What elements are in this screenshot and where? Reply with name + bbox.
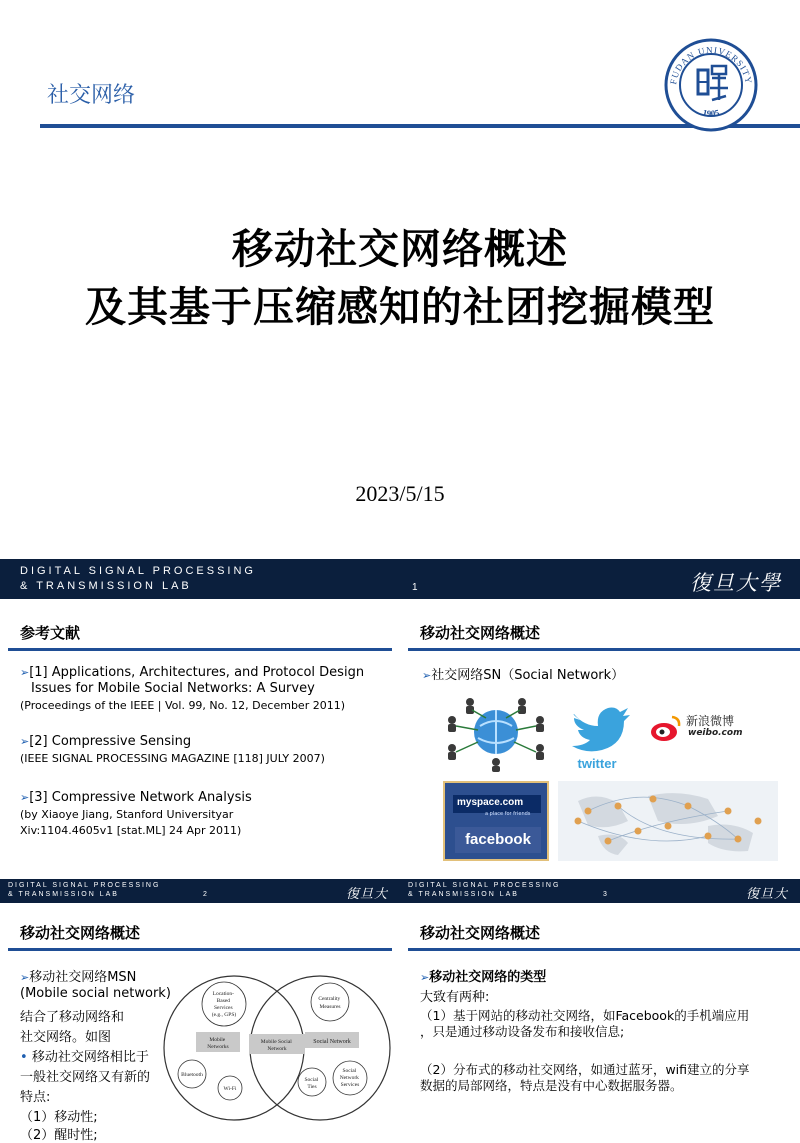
msn-divider (8, 948, 392, 951)
myspace-logo: myspace.com (453, 795, 541, 813)
lab-name-line2: & TRANSMISSION LAB (408, 891, 519, 898)
references-title: 参考文献 (20, 624, 81, 642)
weibo-url: weibo.com (688, 728, 743, 738)
svg-text:1905: 1905 (701, 107, 721, 119)
title-slide (0, 0, 800, 548)
reference-3: ➢[3] Compressive Network Analysis (20, 790, 252, 805)
page-number: 2 (203, 891, 207, 898)
sns-label: Social Network Services (339, 1068, 360, 1088)
lab-name-line1: DIGITAL SIGNAL PROCESSING (8, 882, 161, 889)
msn-line-9: （2）醒时性; (20, 1128, 98, 1143)
weibo-name: 新浪微博 (686, 714, 735, 728)
bluetooth-label: Bluetooth (181, 1072, 203, 1078)
myspace-tagline: a place for friends (485, 811, 531, 817)
fudan-calligraphy-logo: 復旦大學 (690, 571, 782, 595)
arrow-bullet-icon: ➢ (20, 791, 30, 804)
world-map-connections-image (558, 781, 778, 861)
msn-line-5: • 移动社交网络相比于 (20, 1050, 149, 1065)
svg-text:FUDAN UNIVERSITY: FUDAN UNIVERSITY (668, 44, 754, 86)
arrow-bullet-icon: ➢ (20, 971, 30, 984)
msn-line-3: 结合了移动网络和 (20, 1010, 125, 1025)
page-number: 3 (603, 891, 607, 898)
facebook-logo: facebook (455, 827, 541, 853)
dot-bullet-icon: • (20, 1050, 28, 1065)
msn-type-1-line1: （1）基于网站的移动社交网络，如Facebook的手机端应用 (420, 1008, 750, 1023)
reference-2: ➢[2] Compressive Sensing (20, 734, 192, 749)
location-services-label: Location- Based Services (e.g., GPS) (211, 991, 237, 1018)
msn-venn-diagram (162, 968, 392, 1130)
arrow-bullet-icon: ➢ (422, 669, 432, 682)
weibo-logo (650, 710, 750, 746)
lab-banner-small-left (0, 879, 400, 921)
msn-line-8: （1）移动性; (20, 1110, 98, 1125)
references-divider (8, 648, 392, 651)
main-title-line1: 移动社交网络概述 (232, 225, 568, 273)
overview-divider (408, 648, 800, 651)
page-number: 1 (412, 582, 418, 593)
fudan-calligraphy-logo: 復旦大學 (346, 887, 389, 921)
centrality-measures-label: Centrality Measures (318, 996, 341, 1010)
msn-line-4: 社交网络。如图 (20, 1030, 112, 1045)
arrow-bullet-icon: ➢ (20, 735, 30, 748)
lab-name-line2: & TRANSMISSION LAB (8, 891, 119, 898)
lab-name-line1: DIGITAL SIGNAL PROCESSING (408, 882, 561, 889)
reference-1-line2: Issues for Mobile Social Networks: A Survey (31, 681, 315, 696)
arrow-bullet-icon: ➢ (420, 971, 430, 984)
msn-line-6: 一般社交网络又有新的 (20, 1070, 151, 1085)
social-network-label: Social Network (313, 1039, 351, 1045)
overview-title: 移动社交网络概述 (420, 624, 541, 642)
social-network-bullet: ➢社交网络SN（Social Network） (422, 668, 625, 683)
reference-3-source-line2: Xiv:1104.4605v1 [stat.ML] 24 Apr 2011) (20, 824, 242, 837)
weibo-eye-icon (650, 712, 682, 744)
svg-text:twitter: twitter (577, 756, 617, 771)
msn-types-title: 移动社交网络概述 (420, 924, 541, 942)
msn-title: 移动社交网络概述 (20, 924, 141, 942)
msn-type-2-line2: 数据的局部网络，特点是没有中心数据服务器。 (420, 1078, 683, 1093)
twitter-logo (562, 696, 632, 772)
reference-1-source: (Proceedings of the IEEE | Vol. 99, No. 12, December 2011) (20, 699, 345, 712)
lab-banner (0, 559, 800, 599)
fudan-calligraphy-logo: 復旦大學 (746, 887, 789, 921)
msn-types-intro: 大致有两种: (420, 990, 490, 1005)
social-network-globe-image (440, 690, 552, 772)
msn-types-bullet: ➢移动社交网络的类型 (420, 970, 547, 985)
lab-banner-small-right (400, 879, 800, 921)
lab-name-line1: DIGITAL SIGNAL PROCESSING (20, 565, 256, 577)
slide-header: 社交网络 (47, 83, 136, 108)
wifi-label: Wi-Fi (223, 1086, 237, 1092)
msn-line-7: 特点: (20, 1090, 51, 1105)
myspace-facebook-image (443, 781, 549, 861)
reference-3-source-line1: (by Xiaoye Jiang, Stanford Universityar (20, 808, 234, 821)
msn-type-2-line1: （2）分布式的移动社交网络，如通过蓝牙，wifi建立的分享 (420, 1062, 750, 1077)
fudan-university-seal (664, 38, 758, 132)
mobile-networks-label: Mobile Networks (207, 1037, 229, 1050)
arrow-bullet-icon: ➢ (20, 666, 30, 679)
msn-line-1: ➢移动社交网络MSN (20, 970, 137, 985)
msn-types-divider (408, 948, 800, 951)
main-title-line2: 及其基于压缩感知的社团挖掘模型 (85, 283, 715, 331)
reference-1: ➢[1] Applications, Architectures, and Protocol Design (20, 665, 365, 680)
presentation-date: 2023/5/15 (355, 481, 445, 506)
reference-2-source: (IEEE SIGNAL PROCESSING MAGAZINE [118] JULY 2007) (20, 752, 325, 765)
lab-name-line2: & TRANSMISSION LAB (20, 580, 192, 592)
msn-type-1-line2: ，只是通过移动设备发布和接收信息; (420, 1024, 625, 1039)
mobile-social-network-label: Mobile Social Network (260, 1039, 292, 1052)
social-ties-label: Social Ties (304, 1077, 319, 1090)
msn-line-2: (Mobile social network) (20, 986, 171, 1001)
